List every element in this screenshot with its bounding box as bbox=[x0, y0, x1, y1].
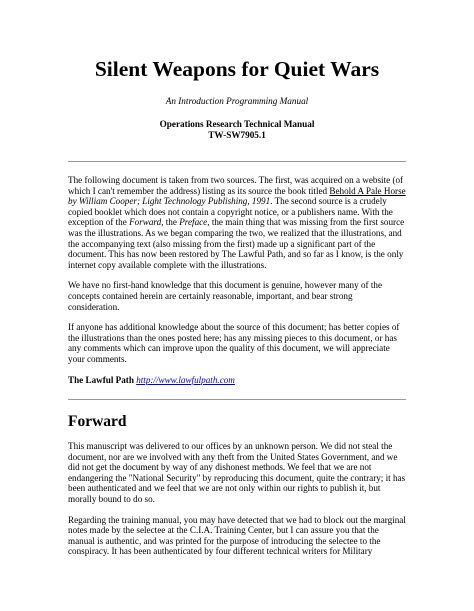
intro-p1-text-b: . The second source is a crudely copied booklet which does not contain a copyright notice, or a publishers name. With the exception of the bbox=[68, 196, 393, 228]
document-subtitle: An Introduction Programming Manual bbox=[165, 96, 309, 106]
manual-designation bbox=[68, 119, 406, 141]
preface-reference: Preface bbox=[179, 217, 208, 228]
top-divider bbox=[68, 161, 406, 162]
document-title: Silent Weapons for Quiet Wars bbox=[94, 57, 380, 81]
intro-p1-text-a: The following document is taken from two sources. The first, was acquired on a website (of which I can't remember the address) listing as its source the book titled bbox=[68, 175, 404, 196]
manual-number: TW-SW7905.1 bbox=[208, 130, 266, 140]
forward-paragraph-1: This manuscript was delivered to our offices by an unknown person. We did not steal the document, nor are we involved with any theft from the United States Government, and we did not get the document by way of any dishonest methods. We feel that we are not endangering the "National Security" by reproducing this document, quite the contrary; it has been authenticated and we feel that we are not only within our rights to publish it, but morally bound to do so. bbox=[68, 441, 406, 505]
forward-heading: Forward bbox=[68, 413, 127, 431]
lawful-path-link[interactable]: http://www.lawfulpath.com bbox=[136, 374, 235, 385]
intro-p1-text-d: , the main thing that was missing from the first source was the illustrations. As we began comparing the two, we realized that the illustrations, and the accompanying text (also missing from the first) made up a significant part of the document. This has now been restored by The Lawful Path, and so far as I know, is the only internet copy available complete with the illustrations. bbox=[68, 217, 405, 270]
book-title: Behold A Pale Horse bbox=[329, 185, 406, 196]
forward-reference: Forward bbox=[129, 217, 162, 228]
intro-paragraph-3: If anyone has additional knowledge about the source of this document; has better copies of the illustrations than the ones posted here; has any missing pieces to this document, or has any comments which can improve upon the quality of this document, we will appreciate your comments. bbox=[68, 322, 400, 364]
intro-paragraph-2: We have no first-hand knowledge that this document is genuine, however many of the concepts contained herein are certainly reasonable, important, and bear strong consideration. bbox=[68, 280, 382, 312]
signature-name: The Lawful Path bbox=[68, 374, 134, 385]
intro-paragraph-1 bbox=[68, 175, 406, 270]
signature-line bbox=[68, 375, 406, 386]
book-author: by William Cooper; Light Technology Publishing, 1991 bbox=[68, 196, 271, 207]
intro-p1-text-c: , the bbox=[161, 217, 180, 228]
manual-name: Operations Research Technical Manual bbox=[159, 119, 315, 129]
section-divider bbox=[68, 399, 406, 400]
forward-paragraph-2: Regarding the training manual, you may have detected that we had to block out the marginal notes made by the selectee at the C.I.A. Training Center, but I can assure you that the manual is authentic, and was printed for the purpose of introducing the selectee to the conspiracy. It has been authenticated by four different technical writers for Military bbox=[68, 514, 406, 557]
